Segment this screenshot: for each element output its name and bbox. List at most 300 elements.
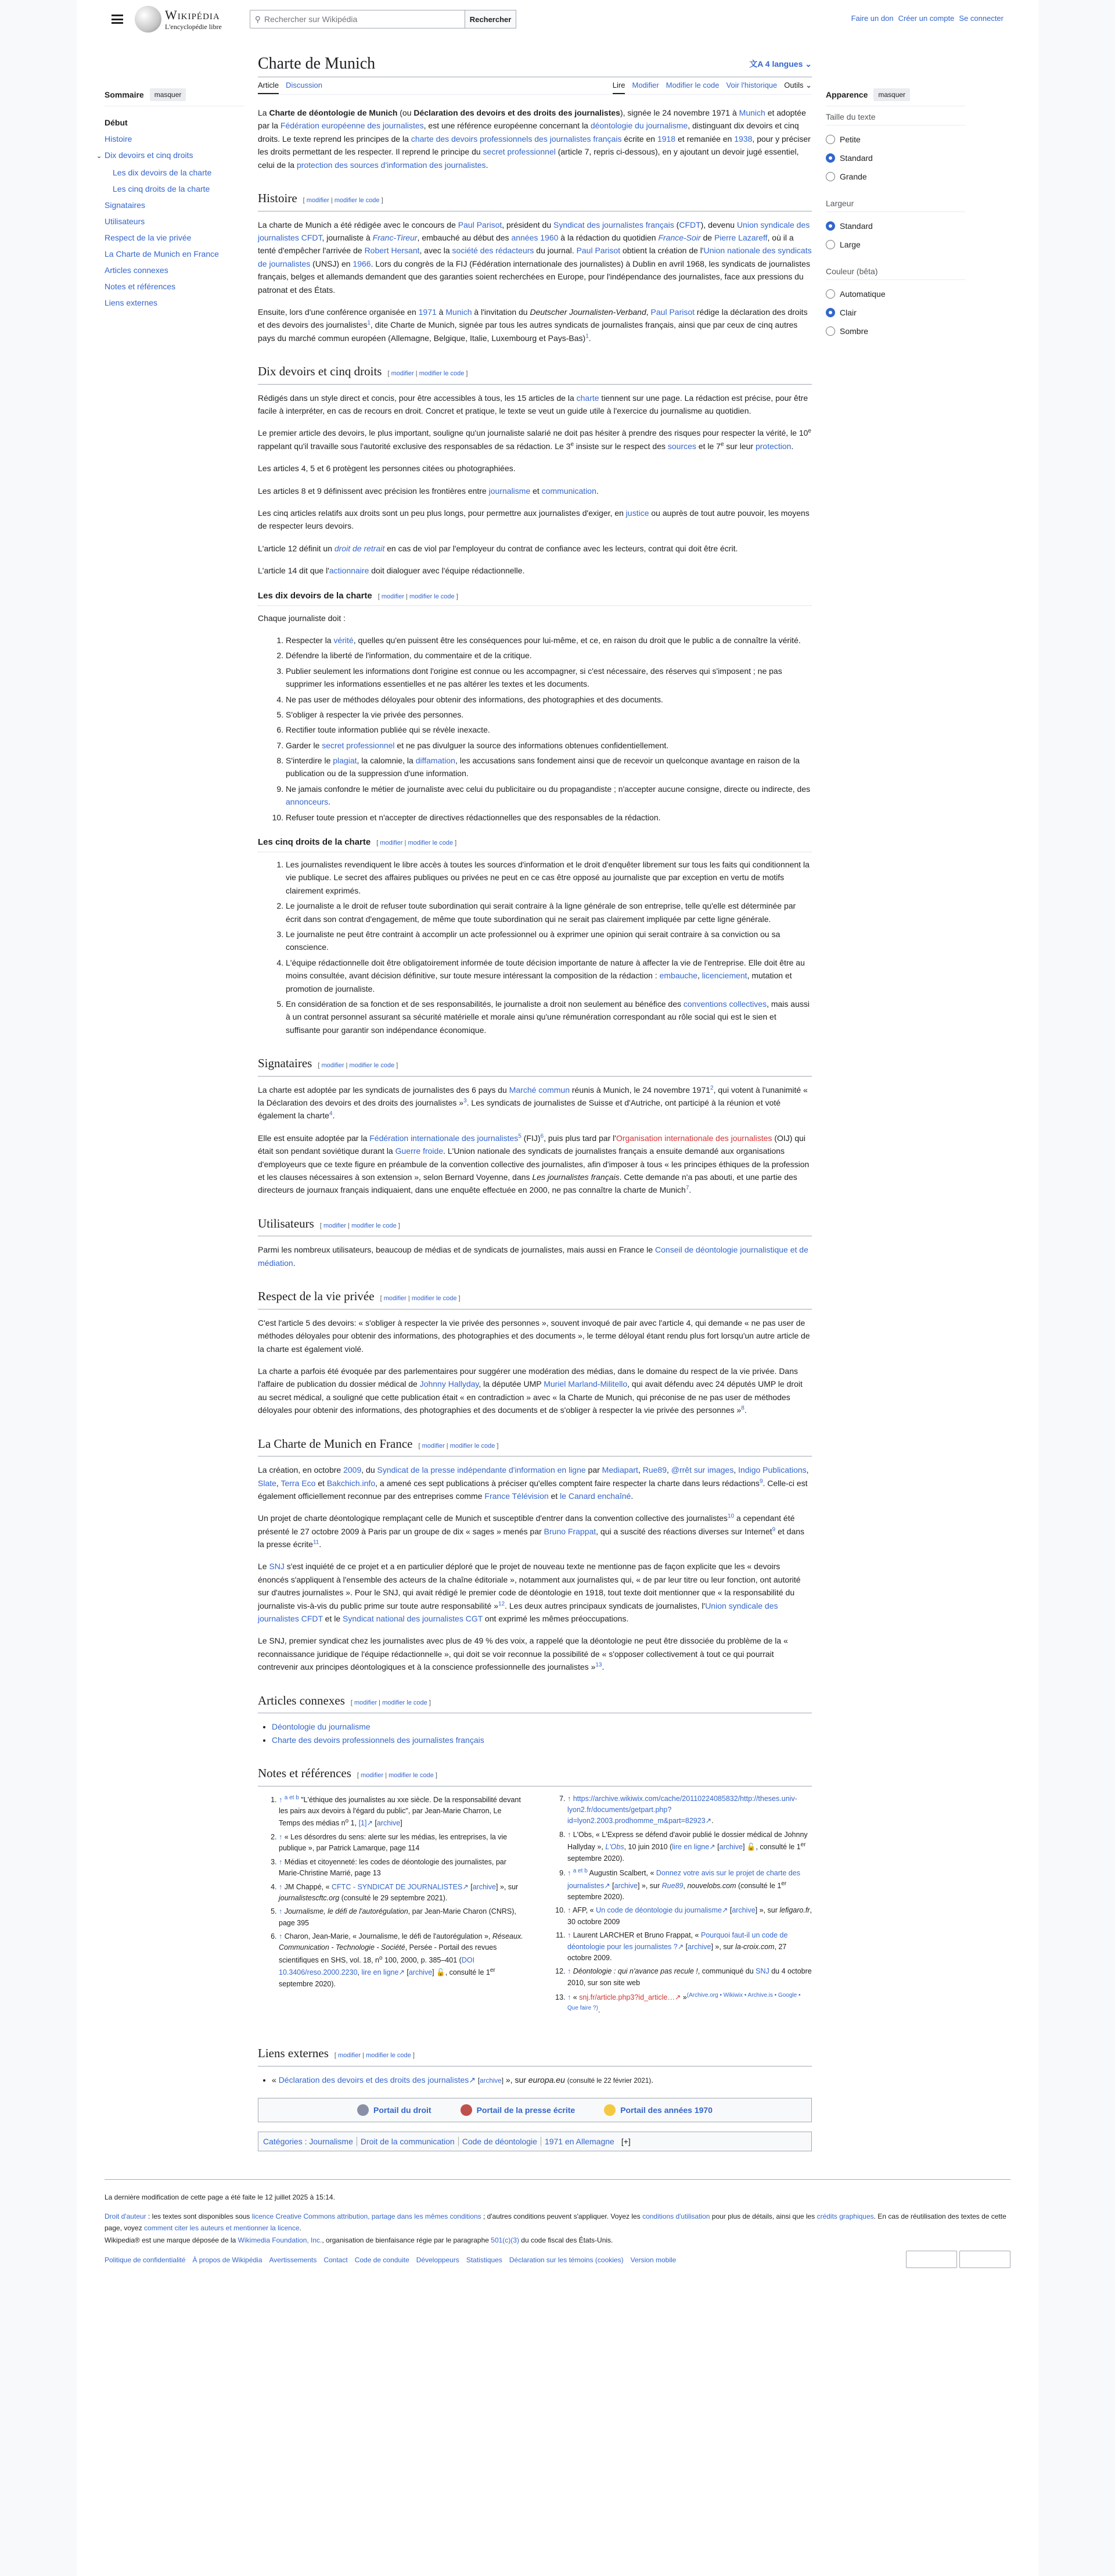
wiki-link[interactable]: Muriel Marland-Militello [544, 1379, 628, 1389]
tab-action[interactable]: Outils ⌄ [784, 81, 812, 89]
list-item: 6. Rectifier toute information publiée qui se révèle inexacte. [286, 723, 812, 736]
wiki-link[interactable]: lire en ligne↗ [672, 1843, 715, 1852]
section-heading: La Charte de Munich en France [ modifier | modifier le code ] [258, 1434, 812, 1457]
footnote-ref[interactable]: 3 [463, 1097, 467, 1104]
section-heading: Articles connexes [ modifier | modifier le code ] [258, 1691, 812, 1714]
wiki-link[interactable]: modifier [354, 1699, 377, 1706]
tab-action[interactable]: Modifier le code [666, 81, 720, 89]
list-item: 2. Le journaliste a le droit de refuser toute subordination qui serait contraire à la ligne générale de son entreprise, telle qu'elle est déterminée par écrit dans son contrat d'engagement, de même que toute subordination qui ne serait pas clairement impliquée par cette ligne générale. [286, 899, 812, 925]
wiki-link[interactable]: Slate [258, 1478, 276, 1488]
wiki-link[interactable]: [1]↗ [358, 1819, 373, 1828]
wiki-link[interactable]: modifier [422, 1442, 445, 1450]
wiki-link[interactable]: 1938 [734, 134, 753, 143]
wiki-link[interactable]: modifier le code [408, 839, 454, 847]
category-link[interactable]: 1971 en Allemagne [544, 2137, 614, 2147]
portal-link[interactable]: Portail des années 1970 [604, 2104, 713, 2116]
list-item: 1. Les journalistes revendiquent le libre accès à toutes les sources d'information et le droit d'enquêter librement sur tous les faits qui conditionnent la vie publique. Le secret des affaires publiques ou privées ne peut en ce cas être opposé au journaliste que par exception en vertu de motifs clairement exprimés. [286, 858, 812, 897]
reference-item: 13. ↑ « snj.fr/article.php3?id_article…↗ »$^{(Archive.org • Wikiwix • Archive.is • Google • Que faire ?)}$. [567, 1991, 812, 2016]
footer-link[interactable]: Contact [323, 2255, 348, 2264]
toc-item[interactable]: La Charte de Munich en France [105, 249, 219, 259]
footnote-ref[interactable]: o [345, 1818, 349, 1825]
wiki-link[interactable]: Robert Hersant [364, 246, 420, 256]
wiki-link[interactable]: lire en ligne↗ [361, 1968, 405, 1977]
wiki-link[interactable]: Syndicat national des journalistes CGT [343, 1614, 483, 1624]
wiki-link[interactable]: Munich [445, 307, 472, 317]
paragraph: Le SNJ, premier syndicat chez les journalistes avec plus de 49 % des voix, a rappelé que la déontologie ne peut être dissociée du problème de la « reconnaissance juridique de l'équipe rédactionnelle », qui doit se voir reconnue la possibilité de « s'opposer collectivement à tout ce qui pourrait contrevenir aux principes déontologiques et à la conscience professionnelle des journalistes »$^{13}$. [258, 1636, 788, 1672]
wiki-link[interactable]: annonceurs [286, 797, 329, 807]
section-edit-links: [ modifier | modifier le code ] [387, 370, 468, 378]
user-links [851, 14, 1003, 23]
paragraph: L'article 14 dit que l'actionnaire doit dialoguer avec l'équipe rédactionnelle. [258, 566, 525, 576]
wiki-link[interactable]: Pourquoi faut-il un code de déontologie pour les journalistes ?↗ [567, 1931, 788, 1951]
wikimedia-badge[interactable] [906, 2251, 957, 2268]
user-link[interactable]: Créer un compte [898, 14, 955, 23]
wiki-link[interactable]: ↑ [279, 1857, 283, 1866]
translate-icon: 文A [749, 59, 765, 69]
wiki-link[interactable]: modifier le code [334, 196, 380, 204]
paragraph: La charte est adoptée par les syndicats de journalistes des 6 pays du Marché commun réunis à Munich, le 24 novembre 1971$^2$, qui votent à l'unanimité « la Déclaration des devoirs et des droits des journalistes »$^3$. Les syndicats de journalistes de Suisse et d'Autriche, ont participé à la réunion et voté également la charte$^4$. [258, 1085, 808, 1121]
section-edit-links: [ modifier | modifier le code ] [318, 1062, 398, 1070]
wiki-link[interactable]: Munich [739, 108, 765, 117]
wiki-link[interactable]: modifier le code [389, 1771, 434, 1779]
wiki-link[interactable]: protection [755, 441, 792, 451]
wiki-link[interactable]: modifier le code [419, 370, 465, 378]
tab-action[interactable]: Modifier [632, 81, 659, 89]
portal-link[interactable]: Portail du droit [357, 2104, 431, 2116]
toc-item[interactable]: Articles connexes [105, 266, 168, 275]
references-list [258, 1793, 812, 2027]
wiki-link[interactable]: SNJ [756, 1967, 769, 1976]
list-item: 7. Garder le secret professionnel et ne pas divulguer la source des informations obtenues confidentiellement. [286, 739, 812, 752]
reference-item: 3. ↑ Médias et citoyenneté: les codes de déontologie des journalistes, par Marie-Christine Marrié, page 13 [279, 1857, 523, 1879]
footnote-ref[interactable]: e [720, 441, 724, 448]
footnote-ref[interactable]: o [379, 1954, 383, 1961]
license-text: Droit d'auteur : les textes sont disponibles sous licence Creative Commons attribution, partage dans les mêmes conditions ; d'autres conditions peuvent s'appliquer. Voyez les conditions d'utilisation pour plus de détails, ainsi que les crédits graphiques. En cas de réutilisation des textes de cette page, voyez comment citer les auteurs et mentionner la licence. Wikipedia® est une marque déposée de la Wikimedia Foundation, Inc., organisation de bienfaisance régie par le paragraphe 501(c)(3) du code fiscal des États-Unis. [105, 2212, 1006, 2244]
chevron-down-icon[interactable]: ⌄ [96, 153, 102, 160]
radio-option[interactable]: Grande [826, 167, 965, 186]
wiki-link[interactable]: plagiat [333, 756, 357, 766]
radio-button[interactable] [826, 135, 835, 144]
paragraph: Chaque journaliste doit : [258, 613, 346, 623]
paragraph: La charte a parfois été évoquée par des parlementaires pour suggérer une modération des médias, dans le domaine du respect de la vie privée. Dans l'affaire de publication du dossier médical de Johnny Hallyday, la députée UMP Muriel Marland-Militello, qui avait défendu avec 24 députés UMP le droit au secret médical, a souligné que cette publication était « en contradiction » avec « la Charte de Munich, qui préconise de ne pas user de méthodes déloyales pour obtenir des informations, des photographies et des documents et de s'obliger à respecter la vie privée des personnes »$^8$. [258, 1366, 803, 1415]
footnote-ref[interactable]: e [808, 428, 811, 435]
main-content [258, 55, 812, 2151]
footnote-ref[interactable]: 6 [540, 1133, 544, 1140]
globe-icon [135, 6, 161, 33]
wiki-link[interactable]: modifier [391, 370, 414, 378]
wiki-link[interactable]: droit de retrait [334, 543, 385, 553]
tab-action[interactable]: Voir l'historique [726, 81, 778, 89]
list-item [272, 1734, 812, 1746]
wiki-link[interactable]: protection des sources d'information des journalistes [296, 160, 486, 170]
wiki-link[interactable]: Paul Parisot [458, 220, 502, 229]
wiki-link[interactable]: charte des devoirs professionnels des journalistes français [411, 134, 622, 143]
show-hidden-categories[interactable]: [+] [621, 2137, 631, 2147]
footnote-ref[interactable]: (Archive.org • Wikiwix • Archive.is • Google • Que faire ?) [567, 1992, 801, 2011]
toc-item[interactable]: ⌄ Dix devoirs et cinq droits [105, 147, 244, 164]
footnote-ref[interactable]: 1 [367, 320, 371, 327]
footer-link[interactable]: Version mobile [630, 2255, 677, 2264]
reference-item: 7. ↑ https://archive.wikiwix.com/cache/20110224085832/http://theses.univ-lyon2.fr/documents/getpart.php?id=lyon2.2003.prodhomme_m&part=82923↗. [567, 1793, 812, 1827]
wiki-link[interactable]: conditions d'utilisation [642, 2212, 710, 2220]
wiki-link[interactable]: licence Creative Commons attribution, partage dans les mêmes conditions [251, 2212, 481, 2220]
toc-item[interactable]: Les cinq droits de la charte [113, 184, 210, 193]
radio-button[interactable] [826, 221, 835, 231]
wiki-link[interactable]: archive [732, 1906, 756, 1915]
wiki-link[interactable]: Déontologie du journalisme [272, 1722, 371, 1732]
footer-link[interactable]: Développeurs [416, 2255, 459, 2264]
radio-option[interactable]: Petite [826, 130, 965, 149]
paragraph: Rédigés dans un style direct et concis, pour être accessibles à tous, les 15 articles de la charte tiennent sur une page. La rédaction est précise, pour être facile à interpréter, en cas de recours en droit. Concret et pratique, le texte se veut un guide utile à l'exercice du journalisme au quotidien. [258, 393, 808, 416]
wiki-link[interactable]: Marché commun [509, 1085, 570, 1095]
radio-option[interactable]: Standard [826, 149, 965, 167]
reference-item: 9. ↑ $^{a et b}$ Augustin Scalbert, « Donnez votre avis sur le projet de charte des journalistes↗ [archive] », sur Rue89, nouvelobs.com (consulté le 1er septembre 2020). [567, 1867, 812, 1903]
wiki-link[interactable]: 1966 [353, 259, 371, 268]
footnote-ref[interactable]: a et b [573, 1867, 588, 1874]
search-button[interactable]: Rechercher [465, 10, 517, 28]
wiki-link[interactable]: Pierre Lazareff [714, 232, 768, 242]
page-tabs [258, 77, 812, 95]
wiki-link[interactable]: modifier [323, 1222, 347, 1229]
section-edit-links: [ modifier | modifier le code ] [303, 196, 383, 204]
footnote-ref[interactable]: 9 [772, 1526, 776, 1533]
wiki-link[interactable]: Terra Eco [280, 1478, 316, 1488]
wiki-link[interactable]: 2009 [343, 1465, 362, 1475]
portal-link[interactable]: Portail de la presse écrite [461, 2104, 576, 2116]
droits-list [286, 858, 812, 1036]
wiki-link[interactable]: modifier [381, 593, 405, 600]
wiki-link[interactable]: Johnny Hallyday [419, 1379, 479, 1389]
wiki-link[interactable]: archive [472, 1882, 496, 1891]
section-heading: Histoire [ modifier | modifier le code ] [258, 189, 812, 211]
wiki-link[interactable]: charte [576, 393, 599, 403]
appearance-panel [826, 55, 965, 2151]
wiki-link[interactable]: modifier [361, 1771, 384, 1779]
radio-option[interactable]: Automatique [826, 285, 965, 303]
wiki-link[interactable]: modifier [338, 2052, 361, 2060]
wiki-link[interactable]: Bruno Frappat [544, 1526, 596, 1536]
footer-link[interactable]: Code de conduite [354, 2255, 409, 2264]
wiki-link[interactable]: conventions collectives [683, 999, 767, 1009]
wiki-link[interactable]: modifier [383, 1295, 407, 1303]
wiki-link[interactable]: Union syndicale des journalistes CFDT [258, 220, 810, 242]
wiki-link[interactable]: France-Soir [658, 232, 701, 242]
wiki-link[interactable]: journalisme [488, 486, 531, 496]
radio-option[interactable]: Sombre [826, 322, 965, 340]
paragraph: Les articles 4, 5 et 6 protègent les personnes citées ou photographiées. [258, 464, 516, 473]
tab-discussion[interactable]: Discussion [286, 81, 322, 89]
section-edit-links: [ modifier | modifier le code ] [334, 2052, 415, 2060]
wiki-link[interactable]: vérité [333, 635, 354, 645]
wiki-link[interactable]: Mediapart [602, 1465, 638, 1475]
wiki-link[interactable]: ↑ [567, 1993, 571, 2002]
wiki-link[interactable]: modifier le code [382, 1699, 427, 1706]
footer-link[interactable]: À propos de Wikipédia [192, 2255, 262, 2264]
footer-links [105, 2254, 1010, 2266]
toc-item[interactable]: Utilisateurs [105, 217, 145, 226]
wiki-link[interactable]: 501(c)(3) [491, 2236, 519, 2244]
wiki-link[interactable]: ↑ [279, 1882, 283, 1891]
wiki-link[interactable]: ↑ [279, 1795, 283, 1804]
footnote-ref[interactable]: 9 [759, 1477, 763, 1484]
tab-article[interactable]: Article [258, 81, 279, 94]
footnote-ref[interactable]: 12 [498, 1600, 505, 1607]
site-header [105, 0, 1010, 38]
toc-item[interactable]: Début [105, 118, 128, 127]
section-heading: Signataires [ modifier | modifier le code ] [258, 1054, 812, 1077]
category-link[interactable]: Code de déontologie [462, 2137, 537, 2147]
main-menu-icon[interactable] [112, 15, 123, 24]
user-link[interactable]: Faire un don [851, 14, 894, 23]
paragraph: Les cinq articles relatifs aux droits sont un peu plus longs, pour permettre aux journalistes d'exiger, en justice ou auprès de tout autre pouvoir, les moyens de respecter leurs devoirs. [258, 508, 810, 531]
wiki-link[interactable]: Fédération internationale des journalistes [369, 1133, 519, 1143]
wiki-link[interactable]: Paul Parisot [650, 307, 695, 317]
wiki-link[interactable]: archive [614, 1881, 638, 1890]
wiki-link[interactable]: Charte des devoirs professionnels des journalistes français [272, 1735, 484, 1745]
paragraph: La charte de Munich a été rédigée avec le concours de Paul Parisot, président du Syndicat des journalistes français (CFDT), devenu Union syndicale des journalistes CFDT, journaliste à Franc-Tireur, embauché au début des années 1960 à la rédaction du quotidien France-Soir de Pierre Lazareff, où il a tenté d'empêcher l'arrivée de Robert Hersant, avec la société des rédacteurs du journal. Paul Parisot obtient la création de l'Union nationale des syndicats de journalistes (UNSJ) en 1966. Lors du congrès de la FIJ (Fédération internationale des journalistes) à Dublin en avril 1968, les syndicats de journalistes français, belges et allemands demandent que des garanties soient recherchées en Europe, pour l'indépendance des journalistes, face aux pressions du patronat et des États. [258, 220, 812, 295]
toc-item[interactable]: Les dix devoirs de la charte [113, 168, 212, 177]
external-links [272, 2073, 812, 2087]
wiki-link[interactable]: Indigo Publications [738, 1465, 807, 1475]
wiki-link[interactable]: Union syndicale des journalistes CFDT [258, 1601, 778, 1624]
footnote-ref[interactable]: 11 [312, 1539, 319, 1546]
wiki-link[interactable]: Wikimedia Foundation, Inc. [238, 2236, 322, 2244]
wiki-link[interactable]: modifier le code [351, 1222, 397, 1229]
wiki-link[interactable]: ↑ [567, 1869, 571, 1878]
wiki-link[interactable]: Un code de déontologie du journalisme↗ [596, 1906, 728, 1915]
radio-button[interactable] [826, 327, 835, 336]
wiki-link[interactable]: @rrêt sur images [671, 1465, 734, 1475]
wiki-link[interactable]: actionnaire [329, 566, 369, 576]
logo-title: Wikipédia [165, 7, 220, 22]
reference-item: 6. ↑ Charon, Jean-Marie, « Journalisme, le défi de l'autorégulation », Réseaux. Communication - Technologie - Société, Persée - Portail des revues scientifiques en SHS, vol. 18, $n^o$ 100, 2000, p. 385–401 (DOI 10.3406/reso.2000.2230, lire en ligne↗ [archive] 🔓, consulté le 1er septembre 2020). [279, 1931, 523, 1990]
reference-item: 4. ↑ JM Chappé, « CFTC - SYNDICAT DE JOURNALISTES↗ [archive] », sur journalistescftc.org (consulté le 29 septembre 2021). [279, 1882, 523, 1904]
section-heading: Respect de la vie privée [ modifier | modifier le code ] [258, 1287, 812, 1309]
list-item: 2. Défendre la liberté de l'information, du commentaire et de la critique. [286, 649, 812, 662]
section-heading: Dix devoirs et cinq droits [ modifier | modifier le code ] [258, 362, 812, 385]
wiki-link[interactable]: années 1960 [511, 232, 559, 242]
wiki-link[interactable]: France Télévision [484, 1491, 549, 1501]
toc-item[interactable]: Liens externes [105, 298, 158, 307]
footer-link[interactable]: Déclaration sur les témoins (cookies) [509, 2255, 624, 2264]
wiki-link[interactable]: communication [541, 486, 596, 496]
wiki-link[interactable]: Rue89 [661, 1881, 684, 1890]
wiki-link[interactable]: L'Obs [605, 1843, 624, 1852]
tab-action[interactable]: Lire [613, 81, 625, 94]
section-heading: Liens externes [ modifier | modifier le code ] [258, 2044, 812, 2066]
wiki-link[interactable]: Rue89 [642, 1465, 667, 1475]
paragraph: Parmi les nombreux utilisateurs, beaucoup de médias et de syndicats de journalistes, mais aussi en France le Conseil de déontologie journalistique et de médiation. [258, 1245, 808, 1268]
portals-box [258, 2098, 812, 2122]
wiki-link[interactable]: Conseil de déontologie journalistique et de médiation [258, 1245, 808, 1268]
wiki-link[interactable]: Organisation internationale des journalistes [616, 1133, 772, 1143]
user-link[interactable]: Se connecter [959, 14, 1003, 23]
wiki-link[interactable]: snj.fr/article.php3?id_article…↗ [579, 1993, 681, 2002]
wiki-link[interactable]: ↑ [567, 1931, 571, 1940]
wiki-link[interactable]: modifier le code [349, 1062, 395, 1070]
paragraph: Le premier article des devoirs, le plus important, souligne qu'un journaliste salarié ne doit pas hésiter à prendre des risques pour respecter la vérité, le 10e rappelant qu'il travaille sous l'autorité exclusive des responsables de sa rédaction. Le 3e insiste sur le respect des sources et le 7e sur leur protection. [258, 428, 811, 451]
article-body [258, 95, 812, 2086]
wiki-link[interactable]: archive [719, 1843, 743, 1852]
wiki-link[interactable]: modifier [380, 839, 403, 847]
wiki-link[interactable]: modifier [306, 196, 329, 204]
language-button[interactable]: 文A 4 langues ⌄ [749, 59, 812, 69]
wiki-link[interactable]: Syndicat des journalistes français [553, 220, 674, 229]
wiki-link[interactable]: CFTC - SYNDICAT DE JOURNALISTES↗ [332, 1882, 469, 1891]
wiki-link[interactable]: Guerre froide [395, 1146, 444, 1156]
wiki-link[interactable]: sources [667, 441, 696, 451]
wiki-link[interactable]: justice [625, 508, 649, 518]
wiki-link[interactable]: Droit d'auteur [105, 2212, 146, 2220]
wiki-link[interactable]: société des rédacteurs [452, 246, 534, 256]
reference-item: 12. ↑ Déontologie : qui n'avance pas recule !, communiqué du SNJ du 4 octobre 2010, sur son site web [567, 1966, 812, 1989]
reference-item: 10. ↑ AFP, « Un code de déontologie du journalisme↗ [archive] », sur lefigaro.fr, 30 octobre 2009 [567, 1905, 812, 1928]
list-item: 4. Ne pas user de méthodes déloyales pour obtenir des informations, des photographies et des documents. [286, 693, 812, 706]
toc-item[interactable]: Signataires [105, 200, 146, 210]
radio-button[interactable] [826, 308, 835, 317]
search-icon: ⚲ [254, 14, 261, 24]
wiki-link[interactable]: 1971 [418, 307, 437, 317]
wiki-link[interactable]: secret professionnel [322, 740, 395, 750]
wiki-link[interactable]: crédits graphiques [817, 2212, 874, 2220]
wikipedia-logo[interactable] [135, 6, 222, 33]
separator [458, 2137, 459, 2146]
radio-button[interactable] [826, 153, 835, 163]
radio-button[interactable] [826, 172, 835, 181]
wiki-link[interactable]: 1918 [657, 134, 676, 143]
section-edit-links: [ modifier | modifier le code ] [380, 1295, 461, 1303]
wiki-link[interactable]: Donnez votre avis sur le projet de charte des journalistes↗ [567, 1869, 800, 1890]
radio-option[interactable]: Standard [826, 217, 965, 235]
section-edit-links: [ modifier | modifier le code ] [350, 1699, 431, 1706]
wiki-link[interactable]: archive [376, 1819, 401, 1828]
portal-icon [461, 2104, 472, 2116]
radio-option[interactable]: Large [826, 235, 965, 254]
wiki-link[interactable]: modifier le code [449, 1442, 495, 1450]
footnote-ref[interactable]: er [800, 1842, 806, 1849]
section-heading: Utilisateurs [ modifier | modifier le code ] [258, 1214, 812, 1237]
toc-title: Sommaire [105, 90, 144, 99]
mediawiki-badge[interactable] [959, 2251, 1010, 2268]
wiki-link[interactable]: ↑ [567, 1967, 571, 1976]
section-edit-links: [ modifier | modifier le code ] [376, 839, 457, 847]
footnote-ref[interactable]: 2 [710, 1085, 714, 1092]
list-item: 1. Respecter la vérité, quelles qu'en puissent être les conséquences pour lui-même, et ce, en raison du droit que le public a de connaître la vérité. [286, 634, 812, 647]
wiki-link[interactable]: licenciement [702, 971, 747, 981]
wiki-link[interactable]: ↑ [567, 1794, 571, 1803]
category-link[interactable]: Journalisme [309, 2137, 353, 2147]
wiki-link[interactable]: secret professionnel [483, 147, 556, 157]
footer-link[interactable]: Avertissements [269, 2255, 317, 2264]
radio-button[interactable] [826, 240, 835, 249]
wiki-link[interactable]: diffamation [415, 756, 455, 766]
wiki-link[interactable]: déontologie du journalisme [590, 121, 688, 131]
radio-option[interactable]: Clair [826, 303, 965, 322]
wiki-link[interactable]: Déclaration des devoirs et des droits des journalistes↗ [278, 2075, 476, 2085]
wiki-link[interactable]: embauche [659, 971, 697, 981]
appearance-hide-button[interactable]: masquer [873, 88, 910, 101]
category-link[interactable]: Droit de la communication [360, 2137, 455, 2147]
list-item [272, 1720, 812, 1733]
wiki-link[interactable]: Fédération européenne des journalistes [280, 121, 424, 131]
wiki-link[interactable]: https://archive.wikiwix.com/cache/20110224085832/http://theses.univ-lyon2.fr/documents/getpart.php?id=lyon2.2003.prodhomme_m&part=82923↗ [567, 1794, 797, 1825]
wiki-link[interactable]: ↑ [279, 1833, 283, 1841]
footnote-ref[interactable]: e [570, 441, 574, 448]
paragraph: C'est l'article 5 des devoirs: « s'obliger à respecter la vie privée des personnes », souvent invoqué de pair avec l'article 4, qui demande « ne pas user de méthodes déloyales pour obtenir des informations, des photographies et des documents », le terme déloyal étant rendu plus fort lorsqu'un autre article de la charte est également violé. [258, 1318, 810, 1354]
categories-label[interactable]: Catégories : [263, 2137, 307, 2147]
list-item: 10. Refuser toute pression et n'accepter de directives rédactionnelles que des responsables de la rédaction. [286, 811, 812, 824]
toc-item[interactable]: Notes et références [105, 282, 176, 291]
appearance-group-label: Taille du texte [826, 106, 965, 125]
wiki-link[interactable]: le Canard enchaîné [560, 1491, 631, 1501]
wiki-link[interactable]: comment citer les auteurs et mentionner la licence [144, 2224, 300, 2233]
wiki-link[interactable]: archive [688, 1942, 711, 1951]
toc-hide-button[interactable]: masquer [150, 88, 186, 101]
wiki-link[interactable]: Bakchich.info [326, 1478, 376, 1488]
wiki-link[interactable]: archive [480, 2076, 502, 2085]
footnote-ref[interactable]: 10 [727, 1513, 735, 1520]
section-edit-links: [ modifier | modifier le code ] [357, 1771, 437, 1779]
wiki-link[interactable]: Franc-Tireur [372, 232, 418, 242]
portal-icon [357, 2104, 369, 2116]
wiki-link[interactable]: ↑ [279, 1932, 283, 1940]
list-item: 9. Ne jamais confondre le métier de journaliste avec celui du publicitaire ou du propagandiste ; n'accepter aucune consigne, directe ou indirecte, des annonceurs. [286, 783, 812, 809]
footnote-ref[interactable]: 7 [685, 1185, 689, 1192]
search-input[interactable]: ⚲ Rechercher sur Wikipédia [250, 10, 465, 28]
footnote-ref[interactable]: er [781, 1880, 787, 1887]
wiki-link[interactable]: modifier le code [366, 2052, 411, 2060]
wiki-link[interactable]: Union nationale des syndicats de journalistes [258, 246, 812, 268]
footer-link[interactable]: Politique de confidentialité [105, 2255, 186, 2264]
wiki-link[interactable]: ↑ [279, 1907, 283, 1916]
devoirs-list [286, 634, 812, 824]
list-item: • « Déclaration des devoirs et des droits des journalistes↗ [archive] », sur europa.eu (consulté le 22 février 2021). [272, 2073, 812, 2087]
related-articles [272, 1720, 812, 1746]
wiki-link[interactable]: ↑ [567, 1906, 571, 1915]
toc-item[interactable]: Histoire [105, 134, 132, 143]
footnote-ref[interactable]: 1 [585, 333, 589, 340]
toc-item[interactable]: Respect de la vie privée [105, 233, 192, 242]
wiki-link[interactable]: modifier le code [411, 1295, 457, 1303]
wiki-link[interactable]: modifier [321, 1062, 344, 1070]
wiki-link[interactable]: DOI 10.3406/reso.2000.2230 [279, 1956, 475, 1977]
wiki-link[interactable]: Syndicat de la presse indépendante d'information en ligne [377, 1465, 586, 1475]
logo-tagline: L'encyclopédie libre [165, 22, 222, 31]
wiki-link[interactable]: CFDT [679, 220, 701, 229]
page-footer [105, 2179, 1010, 2266]
search-form [250, 10, 517, 28]
wiki-link[interactable]: archive [408, 1968, 433, 1977]
footnote-ref[interactable]: 5 [518, 1133, 521, 1140]
radio-button[interactable] [826, 289, 835, 299]
footnote-ref[interactable]: 4 [329, 1110, 333, 1117]
wiki-link[interactable]: modifier le code [409, 593, 455, 600]
reference-item: 8. ↑ L'Obs, « L'Express se défend d'avoir publié le dossier médical de Johnny Hallyday », L'Obs, 10 juin 2010 (lire en ligne↗ [archive] 🔓, consulté le 1er septembre 2020). [567, 1829, 812, 1864]
wiki-link[interactable]: ↑ [567, 1830, 571, 1839]
wiki-link[interactable]: Paul Parisot [576, 246, 621, 256]
paragraph: Un projet de charte déontologique remplaçant celle de Munich et susceptible d'entrer dans la convention collective des journalistes$^{10}$ a cependant été présenté le 27 octobre 2009 à Paris par un groupe de dix « sages » menés par Bruno Frappat, qui a suscité des réactions diverses sur Internet$^9$ et dans la presse écrite$^{11}$. [258, 1513, 805, 1549]
footnote-ref[interactable]: 8 [741, 1405, 744, 1412]
list-item: 8. S'interdire le plagiat, la calomnie, la diffamation, les accusations sans fondement ainsi que de recevoir un quelconque avantage en raison de la publication ou de la suppression d'une information. [286, 754, 812, 780]
wiki-link[interactable]: SNJ [269, 1562, 285, 1572]
footer-link[interactable]: Statistiques [466, 2255, 502, 2264]
footnote-ref[interactable]: a et b [284, 1794, 299, 1801]
portal-icon [604, 2104, 616, 2116]
paragraph: Elle est ensuite adoptée par la Fédération internationale des journalistes$^5$ (FIJ)$^6$, puis plus tard par l'Organisation internationale des journalistes (OIJ) qui était son pendant soviétique durant la Guerre froide. L'Union nationale des syndicats de journalistes français a ensuite demandé aux organisations d'employeurs que ce texte figure en préambule de la convention collective des journalistes, afin d'imposer à tous « les principes éthiques de la profession et les clauses nécessaires à son extension », selon Bernard Voyenne, dans Les journalistes français. Cette demande n'a pas abouti, et une partie des directeurs de journaux français indiquaient, dans une enquête effectuée en 2000, ne pas connaître la charte de Munich$^7$. [258, 1133, 810, 1195]
paragraph: Ensuite, lors d'une conférence organisée en 1971 à Munich à l'invitation du Deutscher Journalisten-Verband, Paul Parisot rédige la déclaration des droits et des devoirs des journalistes$^1$, dite Charte de Munich, signée par tous les autres syndicats de journalistes français, ainsi que par ceux de cinq autres pays du marché commun européen (Allemagne, Belgique, Italie, Luxembourg et Pays-Bas)$^1$. [258, 307, 808, 343]
footnote-ref[interactable]: er [490, 1967, 495, 1974]
footnote-ref[interactable]: 13 [595, 1662, 602, 1669]
